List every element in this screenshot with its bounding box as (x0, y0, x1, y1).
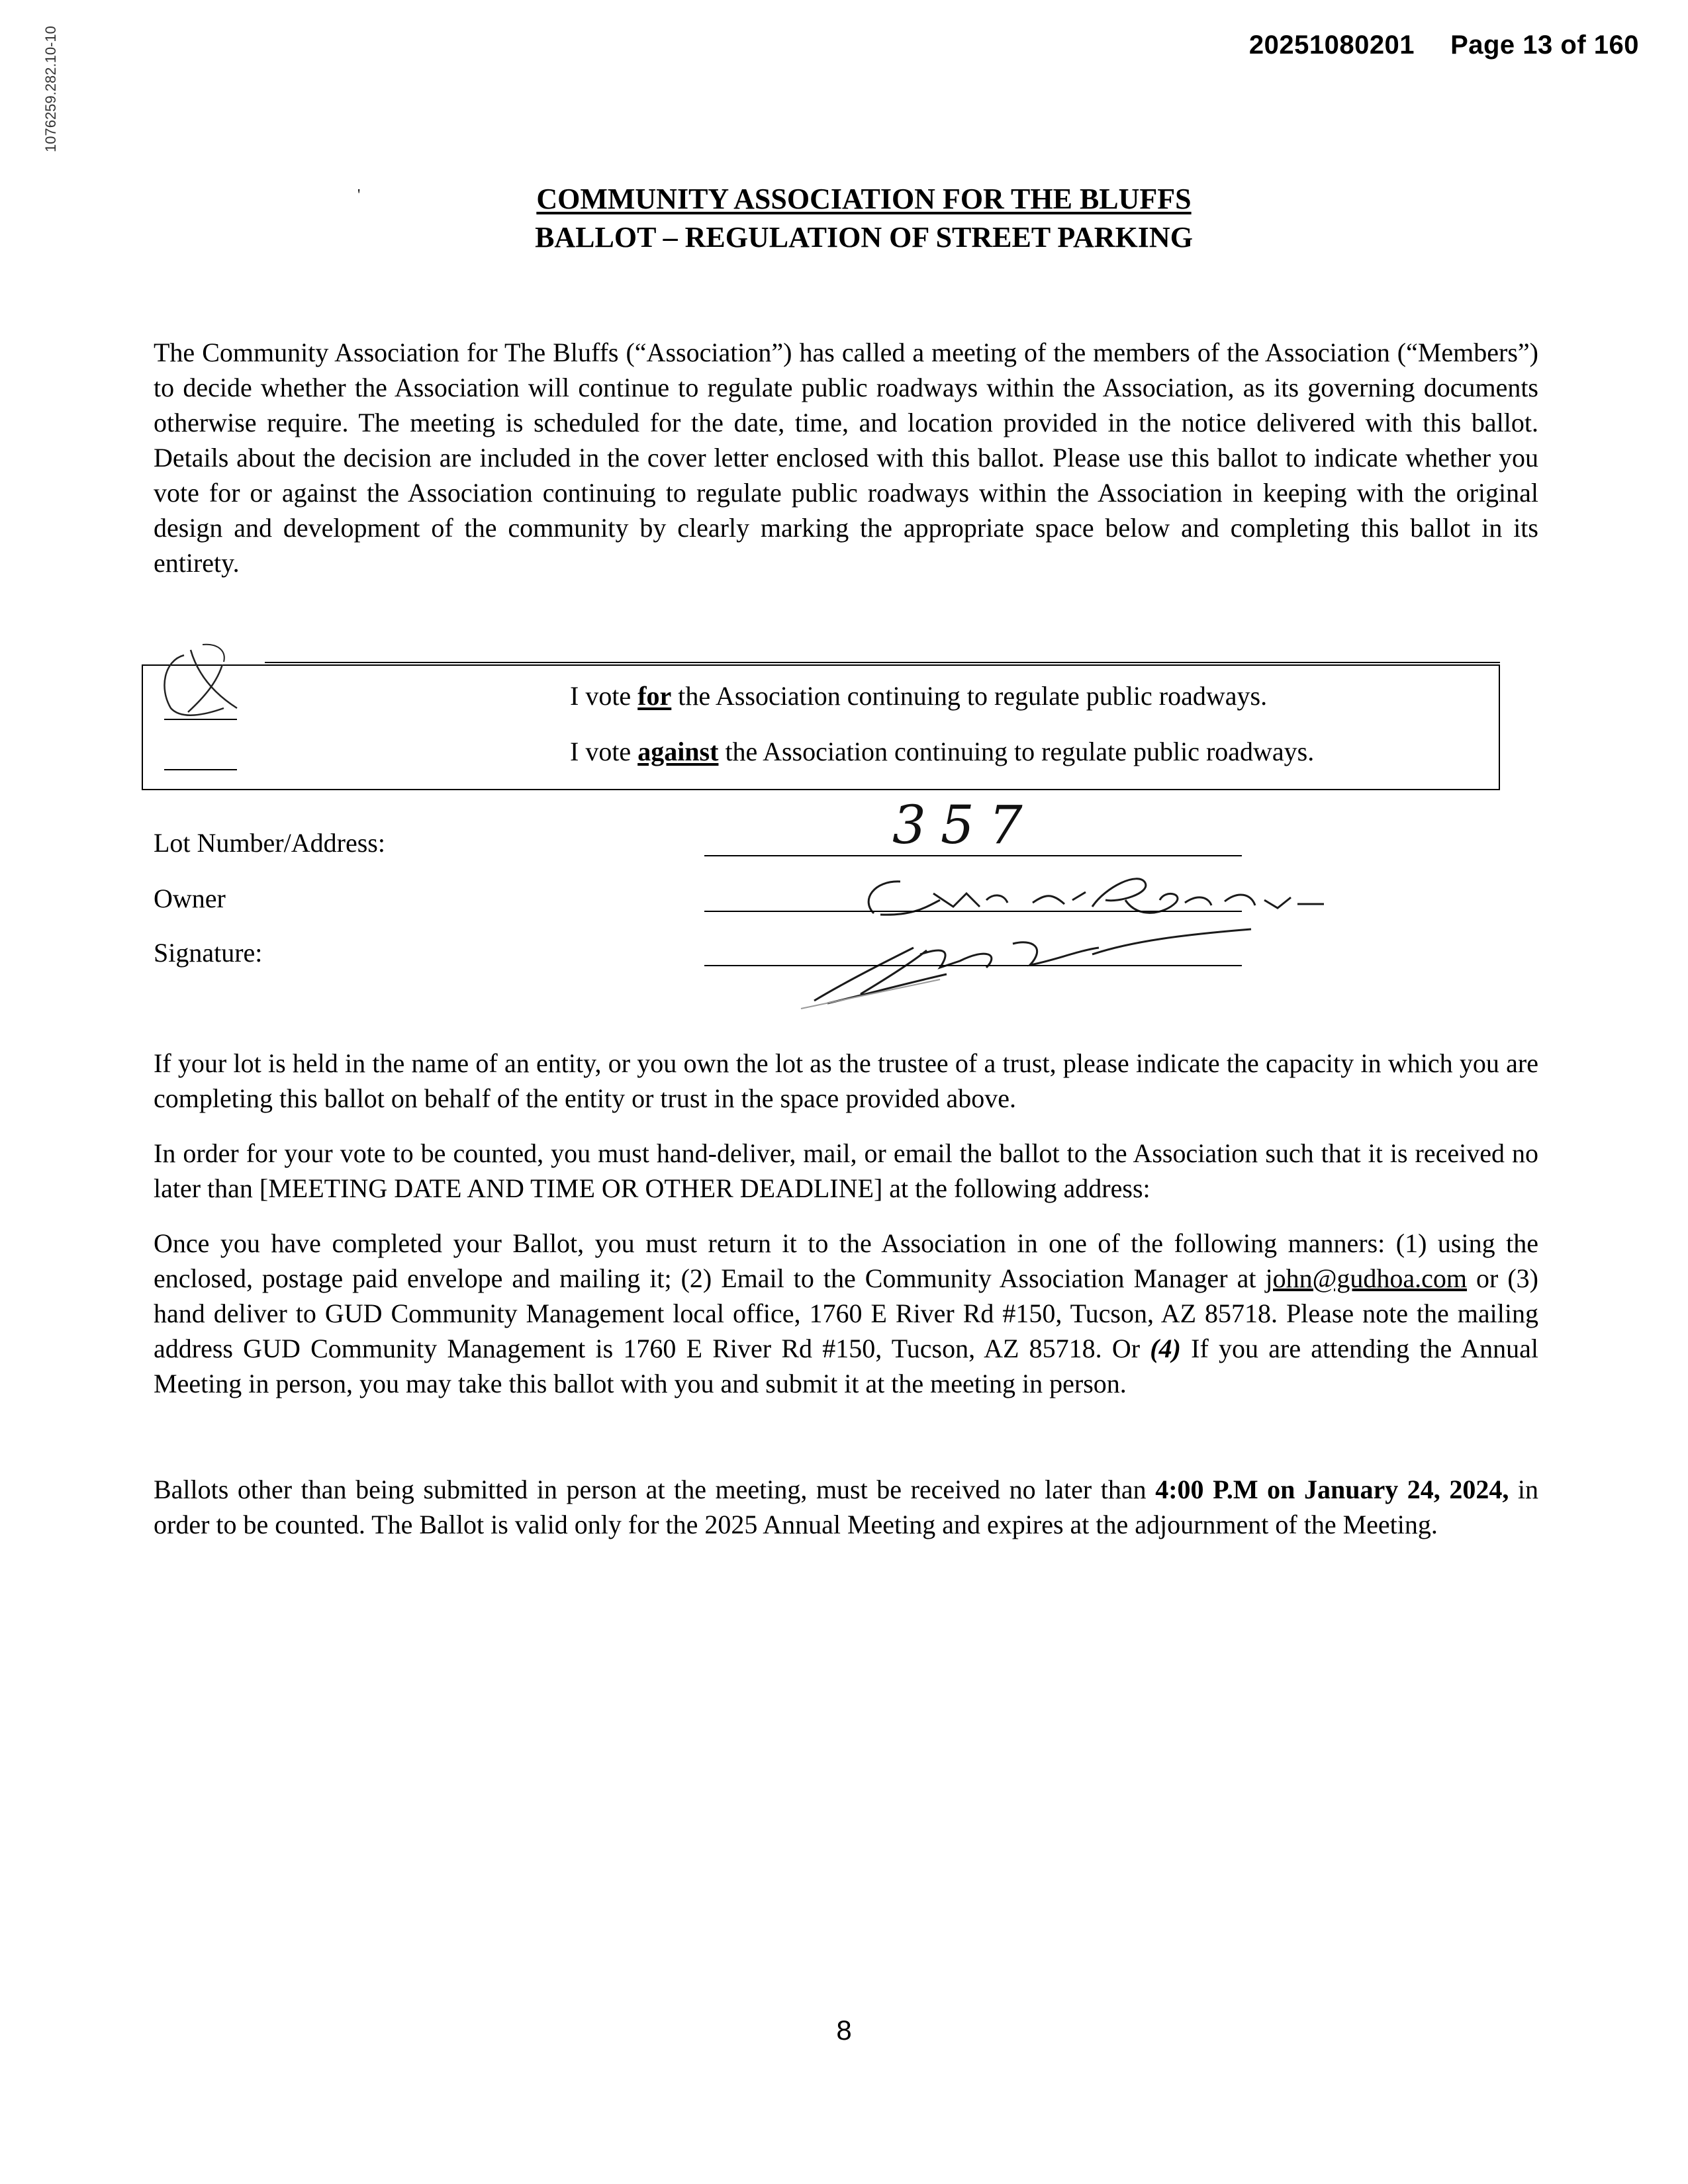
intro-paragraph: The Community Association for The Bluffs (“Association”) has called a meeting of the members of the Association (“Members”) to decide whether the Association will continue to regulate public roadways within the Association, as its governing documents otherwise require. The meeting is scheduled for the date, time, and location provided in the notice delivered with this ballot. Details about the decision are included in the cover letter enclosed with this ballot. Please use this ballot to indicate whether you vote for or against the Association continuing to regulate public roadways within the Association in keeping with the original design and development of the community by clearly marking the appropriate space below and completing this ballot in its entirety. (154, 338, 1538, 578)
vote-against-blank[interactable] (164, 769, 237, 770)
side-stamp-id: 1076259.282.10-10 (42, 26, 59, 152)
vote-for-keyword: for (637, 681, 672, 711)
deadline-paragraph: In order for your vote to be counted, you must hand-deliver, mail, or email the ballot to the Association such that it is received no later than [MEETING DATE AND TIME OR OTHER DEADLINE] at the following address: (154, 1138, 1538, 1203)
return-text-2: or (3) hand deliver to GUD Community Management local office, 1760 E River Rd #150, Tucson, AZ 85718. Please note the mailing address GUD Community Management is 1760 E River Rd #150, Tucson, AZ 85718. Or (154, 1263, 1538, 1363)
owner-line[interactable] (704, 911, 1242, 912)
document-title (0, 180, 1688, 257)
vote-against-option (570, 736, 1314, 767)
final-deadline-paragraph (154, 1472, 1538, 1542)
page-label: Page 13 of 160 (1450, 30, 1639, 60)
lot-number-label: Lot Number/Address: (154, 828, 385, 858)
final-deadline-bold: 4:00 P.M on January 24, 2024, (1155, 1475, 1509, 1504)
vote-for-checkmark (144, 642, 250, 728)
lot-number-value: 357 (892, 794, 1037, 856)
vote-against-suffix: the Association continuing to regulate public roadways. (718, 737, 1315, 766)
owner-handwritten-name (854, 874, 1331, 927)
vote-box (142, 664, 1500, 790)
final-text-1: Ballots other than being submitted in person at the meeting, must be received no later than (154, 1475, 1156, 1504)
final-text-2: in order to be counted. The Ballot is valid only for the 2025 Annual Meeting and expires at the adjournment of the Meeting. (154, 1475, 1538, 1539)
signature-line[interactable] (704, 965, 1242, 966)
vote-for-suffix: the Association continuing to regulate public roadways. (671, 681, 1268, 711)
return-text-1: Once you have completed your Ballot, you must return it to the Association in one of the following manners: (1) using the enclosed, postage paid envelope and mailing it; (2) Email to the Community Association Manager at (154, 1228, 1538, 1293)
page-number: 8 (836, 2015, 852, 2046)
vote-box-top-line (265, 662, 1500, 663)
title-line-1: COMMUNITY ASSOCIATION FOR THE BLUFFS (536, 183, 1192, 215)
return-text-3: If you are attending the Annual Meeting in person, you may take this ballot with you and submit it at the meeting in person. (154, 1334, 1539, 1398)
vote-against-prefix: I vote (570, 737, 638, 766)
owner-signature (788, 921, 1291, 1014)
manager-email-link[interactable]: john@gudhoa.com (1265, 1263, 1468, 1293)
vote-for-prefix: I vote (570, 681, 638, 711)
vote-for-option (570, 680, 1267, 711)
page-header (1249, 30, 1639, 60)
return-item-4: (4) (1150, 1334, 1181, 1363)
signature-label: Signature: (154, 938, 263, 968)
document-number: 20251080201 (1248, 30, 1415, 60)
title-line-2: BALLOT – REGULATION OF STREET PARKING (535, 221, 1193, 253)
owner-label: Owner (154, 884, 226, 913)
entity-paragraph: If your lot is held in the name of an entity, or you own the lot as the trustee of a trust, please indicate the capacity in which you are completing this ballot on behalf of the entity or trust in the space provided above. (154, 1048, 1538, 1113)
return-instructions-paragraph (154, 1226, 1538, 1401)
lot-number-line[interactable] (704, 855, 1242, 856)
stray-mark: ' (357, 187, 361, 204)
vote-against-keyword: against (637, 737, 719, 766)
